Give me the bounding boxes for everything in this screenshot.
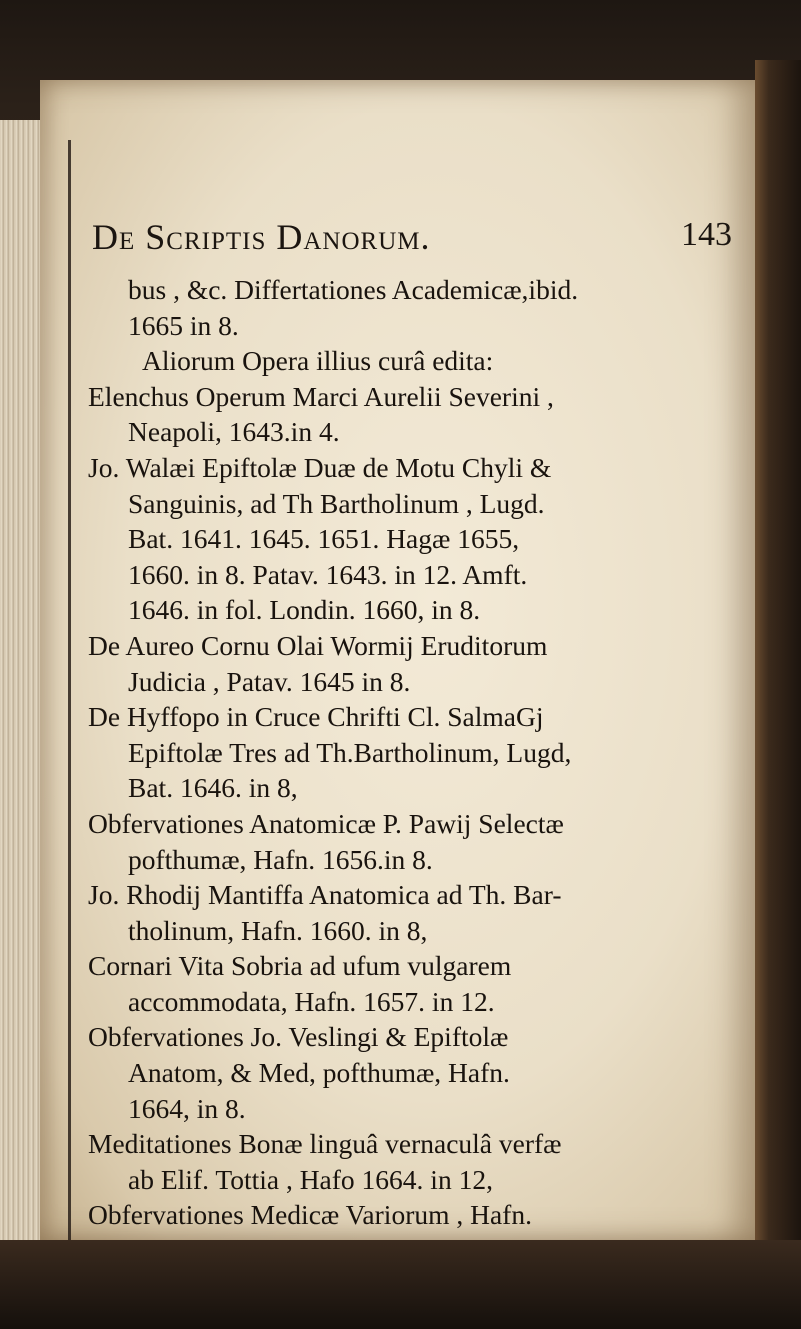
text-line: Obfervationes Medicæ Variorum , Hafn. [88,1199,532,1231]
text-line: accommodata, Hafn. 1657. in 12. [128,985,495,1017]
page-number: 143 [681,216,732,253]
text-line: Sanguinis, ad Th Bartholinum , Lugd. [128,487,545,519]
table-surface [0,1240,801,1329]
text-line: 1646. in fol. Londin. 1660, in 8. [128,594,481,626]
list-item [88,1126,748,1197]
text-line: Obfervationes Jo. Veslingi & Epiftolæ [88,1021,509,1053]
text-line: Epiftolæ Tres ad Th.Bartholinum, Lugd, [128,736,572,768]
text-line: Cornari Vita Sobria ad ufum vulgarem [88,950,512,982]
list-item [88,806,748,877]
text-line: Bat. 1646. in 8, [128,772,298,804]
text-line: Judicia , Patav. 1645 in 8. [128,665,411,697]
text-line: Bat. 1641. 1645. 1651. Hagæ 1655, [128,523,520,555]
text-line: De Hyffopo in Cruce Chrifti Cl. SalmaGj [88,701,544,733]
book-cover-edge [755,60,801,1329]
list-item [88,699,748,806]
section-heading [88,343,748,379]
list-item [88,948,748,1019]
text-line: bus , &c. Differtationes Academicæ,ibid. [128,274,579,305]
text-line: De Aureo Cornu Olai Wormij Eruditorum [88,629,548,661]
text-line: pofthumæ, Hafn. 1656.in 8. [128,843,433,875]
text-line: 1660. in 8. Patav. 1643. in 12. Amft. [128,558,528,590]
text-line: Aliorum Opera illius curâ edita: [142,345,494,377]
text-line: 1664, in 8. [128,1092,246,1124]
text-line: Elenchus Operum Marci Aurelii Severini , [88,380,554,412]
stacked-page-edges [0,120,40,1329]
list-item [88,272,748,343]
text-line: Obfervationes Anatomicæ P. Pawij Selectæ [88,807,564,839]
text-line: Jo. Walæi Epiftolæ Duæ de Motu Chyli & [88,451,552,483]
text-line: Neapoli, 1643.in 4. [128,416,340,448]
list-item [88,1019,748,1126]
bibliography-text [88,272,748,1269]
list-item [88,628,748,699]
running-head: De Scriptis Danorum. [92,217,431,257]
text-line: tholinum, Hafn. 1660. in 8, [128,914,428,946]
text-line: Jo. Rhodij Mantiffa Anatomica ad Th. Bar- [88,879,562,911]
text-line: Anatom, & Med, pofthumæ, Hafn. [128,1057,510,1089]
list-item [88,877,748,948]
list-item [88,379,748,450]
gutter-shadow [68,140,71,1270]
text-line: Meditationes Bonæ linguâ vernaculâ verfæ [88,1128,562,1160]
text-line: ab Elif. Tottia , Hafo 1664. in 12, [128,1163,493,1195]
page-header [92,216,732,260]
list-item [88,450,748,628]
text-line: 1665 in 8. [128,309,239,341]
